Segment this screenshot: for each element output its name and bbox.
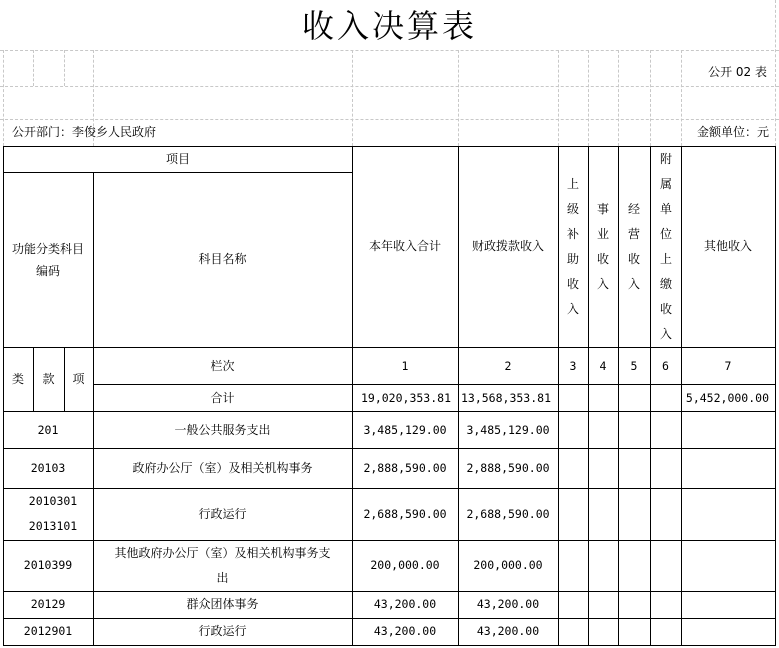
grid-line (0, 119, 779, 120)
row-fiscal: 200,000.00 (473, 558, 543, 572)
table-border (3, 411, 776, 412)
table-border (3, 172, 353, 173)
grid-line (458, 50, 459, 146)
row-code: 2013101 (28, 519, 78, 533)
page-title: 收入决算表 (301, 7, 477, 45)
table-border (3, 448, 776, 449)
table-border (650, 146, 651, 646)
row-code: 20103 (30, 461, 66, 475)
row-total: 2,888,590.00 (363, 461, 447, 475)
header-func-code: 功能分类科目编码 (11, 242, 84, 278)
table-border (93, 384, 776, 385)
row-total: 3,485,129.00 (363, 423, 447, 437)
total-amount: 19,020,353.81 (360, 391, 451, 405)
row-name: 行政运行 (198, 507, 247, 521)
total-label: 合计 (210, 391, 235, 405)
form-number: 公开 02 表 (708, 65, 767, 79)
table-border (3, 347, 776, 348)
table-border (3, 488, 776, 489)
col-number: 1 (401, 359, 409, 373)
row-total: 2,688,590.00 (363, 507, 447, 521)
header-fiscal: 财政拨款收入 (471, 239, 544, 253)
grid-line (33, 50, 34, 86)
total-other: 5,452,000.00 (685, 391, 769, 405)
row-fiscal: 2,888,590.00 (466, 461, 550, 475)
row-name: 一般公共服务支出 (174, 423, 271, 437)
row-code: 2012901 (23, 624, 73, 638)
grid-line (588, 50, 589, 146)
table-border (3, 540, 776, 541)
row-code: 2010399 (23, 558, 73, 572)
header-business: 事 业 收 入 (596, 202, 609, 291)
row-name: 其他政府办公厅（室）及相关机构事务支 (114, 546, 331, 560)
table-border (3, 645, 776, 646)
grid-line (352, 50, 353, 146)
col-number: 2 (504, 359, 512, 373)
header-other: 其他收入 (703, 239, 752, 253)
grid-line (0, 86, 779, 87)
grid-line (558, 50, 559, 146)
row-name: 行政运行 (198, 624, 247, 638)
row-code: 2010301 (28, 494, 78, 508)
row-total: 43,200.00 (373, 597, 437, 611)
header-lei: 类 (11, 372, 24, 386)
col-number: 3 (569, 359, 577, 373)
row-code: 201 (37, 423, 59, 437)
row-fiscal: 43,200.00 (476, 597, 540, 611)
unit-label: 金额单位：元 (696, 125, 769, 139)
col-number: 5 (630, 359, 638, 373)
header-subject-name: 科目名称 (198, 252, 247, 266)
total-fiscal: 13,568,353.81 (460, 391, 551, 405)
table-border (775, 146, 776, 646)
header-lanci: 栏次 (210, 359, 235, 373)
header-xiang: 项 (72, 372, 85, 386)
header-affiliated: 附 属 单 位 上 缴 收 入 (659, 152, 672, 341)
row-fiscal: 2,688,590.00 (466, 507, 550, 521)
header-total: 本年收入合计 (368, 239, 441, 253)
row-total: 200,000.00 (370, 558, 440, 572)
row-name-cont: 出 (216, 571, 229, 585)
header-project: 项目 (165, 152, 190, 166)
table-border (3, 618, 776, 619)
table-border (3, 591, 776, 592)
row-code: 20129 (30, 597, 66, 611)
col-number: 7 (724, 359, 732, 373)
row-fiscal: 43,200.00 (476, 624, 540, 638)
department-label: 公开部门：李俊乡人民政府 (12, 125, 157, 139)
table-border (618, 146, 619, 646)
grid-line (3, 50, 4, 146)
row-name: 政府办公厅（室）及相关机构事务 (132, 461, 313, 475)
table-border (558, 146, 559, 646)
col-number: 4 (599, 359, 607, 373)
grid-line (618, 50, 619, 146)
grid-line (64, 50, 65, 86)
table-border (588, 146, 589, 646)
header-operation: 经 营 收 入 (627, 202, 640, 291)
col-number: 6 (662, 359, 669, 373)
row-total: 43,200.00 (373, 624, 437, 638)
row-name: 群众团体事务 (186, 597, 259, 611)
header-kuan: 款 (42, 372, 55, 386)
grid-line (0, 50, 779, 51)
header-upper-subsidy: 上 级 补 助 收 入 (566, 177, 579, 316)
row-fiscal: 3,485,129.00 (466, 423, 550, 437)
